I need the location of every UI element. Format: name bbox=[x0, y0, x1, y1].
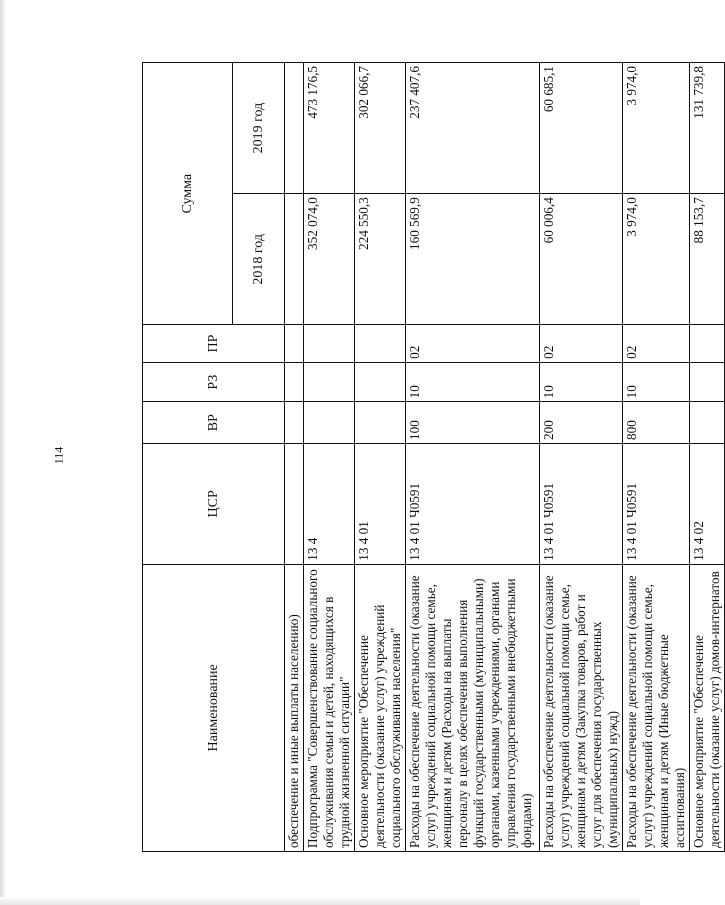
cell-pr: 02 bbox=[540, 325, 623, 362]
cell-vr bbox=[355, 402, 406, 444]
cell-vr bbox=[690, 402, 725, 444]
cell-pr bbox=[285, 325, 304, 362]
cell-csr: 13 4 bbox=[304, 443, 355, 564]
header-row-main bbox=[143, 63, 233, 852]
cell-pr bbox=[355, 325, 406, 362]
cell-rz bbox=[355, 362, 406, 402]
page-number: 114 bbox=[51, 446, 66, 465]
cell-name: обеспечение и иные выплаты населению) bbox=[285, 564, 304, 851]
header-vr: ВР bbox=[143, 402, 285, 444]
header-pr: ПР bbox=[143, 325, 285, 362]
header-year-2018: 2018 год bbox=[233, 194, 285, 325]
table-container bbox=[142, 62, 722, 852]
cell-name: Подпрограмма "Совершенствование социального обслуживания семьи и детей, находящихся в трудной жизненной ситуации" bbox=[304, 564, 355, 851]
table-row bbox=[406, 63, 540, 852]
cell-vr: 200 bbox=[540, 402, 623, 444]
table-row bbox=[285, 63, 304, 852]
cell-2019: 473 176,5 bbox=[304, 63, 355, 194]
cell-2018: 88 153,7 bbox=[690, 194, 725, 325]
cell-pr: 02 bbox=[623, 325, 690, 362]
table-row bbox=[623, 63, 690, 852]
cell-name: Расходы на обеспечение деятельности (оказание услуг) учреждений социальной помощи семье, женщинам и детям (Расходы на выплаты персоналу в целях обеспечения выполнения функций государственными (муниципальными) органами, казенными учреждениями, органами управления государственными внебюджетными фондами) bbox=[406, 564, 540, 851]
cell-vr bbox=[304, 402, 355, 444]
cell-2019: 3 974,0 bbox=[623, 63, 690, 194]
cell-2019: 131 739,8 bbox=[690, 63, 725, 194]
cell-name: Расходы на обеспечение деятельности (оказание услуг) учреждений социальной помощи семье, женщинам и детям (Закупка товаров, работ и услуг для обеспечения государственных (муниципальных) нужд) bbox=[540, 564, 623, 851]
cell-rz: 10 bbox=[406, 362, 540, 402]
cell-rz bbox=[690, 362, 725, 402]
scan-bottom-edge bbox=[0, 897, 640, 905]
cell-vr: 800 bbox=[623, 402, 690, 444]
cell-2018: 224 550,3 bbox=[355, 194, 406, 325]
cell-2018: 352 074,0 bbox=[304, 194, 355, 325]
header-rz: РЗ bbox=[143, 362, 285, 402]
cell-2019: 237 407,6 bbox=[406, 63, 540, 194]
cell-vr bbox=[285, 402, 304, 444]
header-sum: Сумма bbox=[143, 63, 233, 325]
cell-2018: 160 569,9 bbox=[406, 194, 540, 325]
cell-rz bbox=[285, 362, 304, 402]
cell-csr bbox=[285, 443, 304, 564]
cell-rz bbox=[304, 362, 355, 402]
cell-csr: 13 4 01 bbox=[355, 443, 406, 564]
table-row bbox=[304, 63, 355, 852]
cell-2018 bbox=[285, 194, 304, 325]
cell-pr bbox=[304, 325, 355, 362]
cell-2019 bbox=[285, 63, 304, 194]
table-row bbox=[540, 63, 623, 852]
cell-csr: 13 4 02 bbox=[690, 443, 725, 564]
cell-2018: 60 006,4 bbox=[540, 194, 623, 325]
cell-rz: 10 bbox=[623, 362, 690, 402]
rotated-table-frame bbox=[142, 62, 722, 852]
cell-pr: 02 bbox=[406, 325, 540, 362]
cell-csr: 13 4 01 Ч0591 bbox=[406, 443, 540, 564]
budget-table bbox=[142, 62, 725, 852]
cell-2019: 302 066,7 bbox=[355, 63, 406, 194]
table-row bbox=[355, 63, 406, 852]
cell-name: Основное мероприятие "Обеспечение деятельности (оказание услуг) учреждений социального обслуживания населения" bbox=[355, 564, 406, 851]
cell-pr bbox=[690, 325, 725, 362]
cell-2019: 60 685,1 bbox=[540, 63, 623, 194]
header-csr: ЦСР bbox=[143, 443, 285, 564]
header-name: Наименование bbox=[143, 564, 285, 851]
cell-csr: 13 4 01 Ч0591 bbox=[623, 443, 690, 564]
table-row bbox=[690, 63, 725, 852]
scan-edge-shading bbox=[0, 0, 6, 905]
cell-name: Расходы на обеспечение деятельности (оказание услуг) учреждений социальной помощи семье, женщинам и детям (Иные бюджетные ассигнования) bbox=[623, 564, 690, 851]
cell-rz: 10 bbox=[540, 362, 623, 402]
cell-vr: 100 bbox=[406, 402, 540, 444]
cell-name: Основное мероприятие "Обеспечение деятельности (оказание услуг) домов-интернатов bbox=[690, 564, 725, 851]
header-year-2019: 2019 год bbox=[233, 63, 285, 194]
cell-2018: 3 974,0 bbox=[623, 194, 690, 325]
cell-csr: 13 4 01 Ч0591 bbox=[540, 443, 623, 564]
